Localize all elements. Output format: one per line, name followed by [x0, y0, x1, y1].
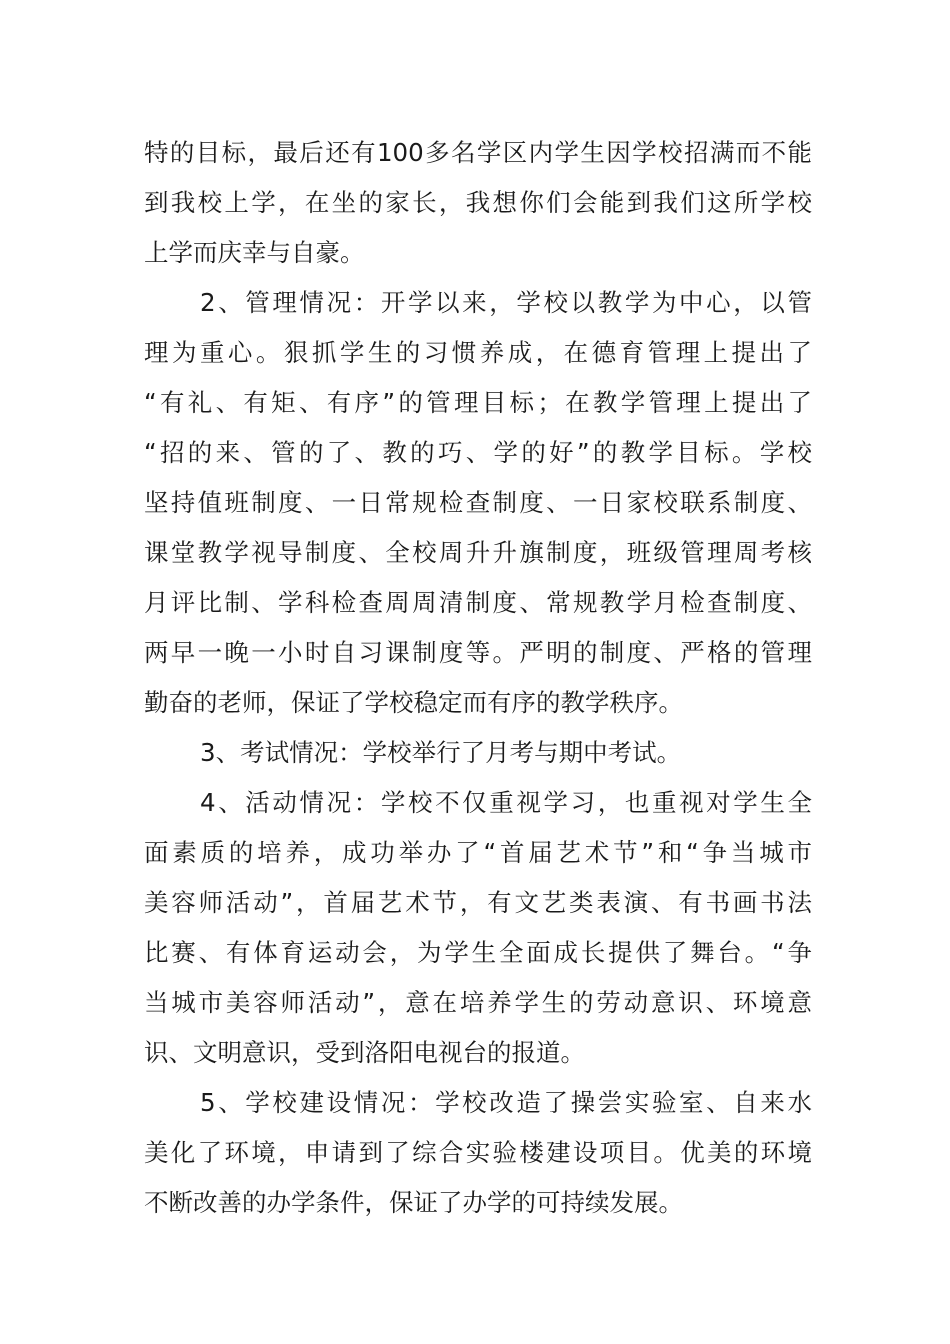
text-line: 月评比制、学科检查周周清制度、常规教学月检查制度、 [144, 588, 812, 617]
text-line: 特的目标，最后还有100多名学区内学生因学校招满而不能 [144, 138, 812, 167]
text-line: 2、管理情况：开学以来，学校以教学为中心，以管 [200, 288, 812, 317]
text-line: 3、考试情况：学校举行了月考与期中考试。 [200, 738, 682, 767]
text-line: “招的来、管的了、教的巧、学的好”的教学目标。学校 [144, 438, 812, 467]
text-line: 5、学校建设情况：学校改造了操尝实验室、自来水 [200, 1088, 812, 1117]
text-line: 到我校上学，在坐的家长，我想你们会能到我们这所学校 [144, 188, 812, 217]
text-line: 两早一晚一小时自习课制度等。严明的制度、严格的管理 [144, 638, 812, 667]
text-line: 4、活动情况：学校不仅重视学习，也重视对学生全 [200, 788, 812, 817]
text-line: 比赛、有体育运动会，为学生全面成长提供了舞台。“争 [144, 938, 812, 967]
text-line: 不断改善的办学条件，保证了办学的可持续发展。 [144, 1188, 683, 1217]
text-line: 课堂教学视导制度、全校周升升旗制度，班级管理周考核 [144, 538, 812, 567]
text-line: 当城市美容师活动”，意在培养学生的劳动意识、环境意 [144, 988, 812, 1017]
text-line: 上学而庆幸与自豪。 [144, 238, 365, 267]
text-line: 美化了环境，申请到了综合实验楼建设项目。优美的环境 [144, 1138, 812, 1167]
text-line: 识、文明意识，受到洛阳电视台的报道。 [144, 1038, 585, 1067]
document-body [144, 128, 812, 1228]
text-line: 面素质的培养，成功举办了“首届艺术节”和“争当城市 [144, 838, 812, 867]
text-line: “有礼、有矩、有序”的管理目标；在教学管理上提出了 [144, 388, 812, 417]
text-line: 理为重心。狠抓学生的习惯养成，在德育管理上提出了 [144, 338, 812, 367]
text-line: 美容师活动”，首届艺术节，有文艺类表演、有书画书法 [144, 888, 812, 917]
text-line: 坚持值班制度、一日常规检查制度、一日家校联系制度、 [144, 488, 812, 517]
text-line: 勤奋的老师，保证了学校稳定而有序的教学秩序。 [144, 688, 683, 717]
